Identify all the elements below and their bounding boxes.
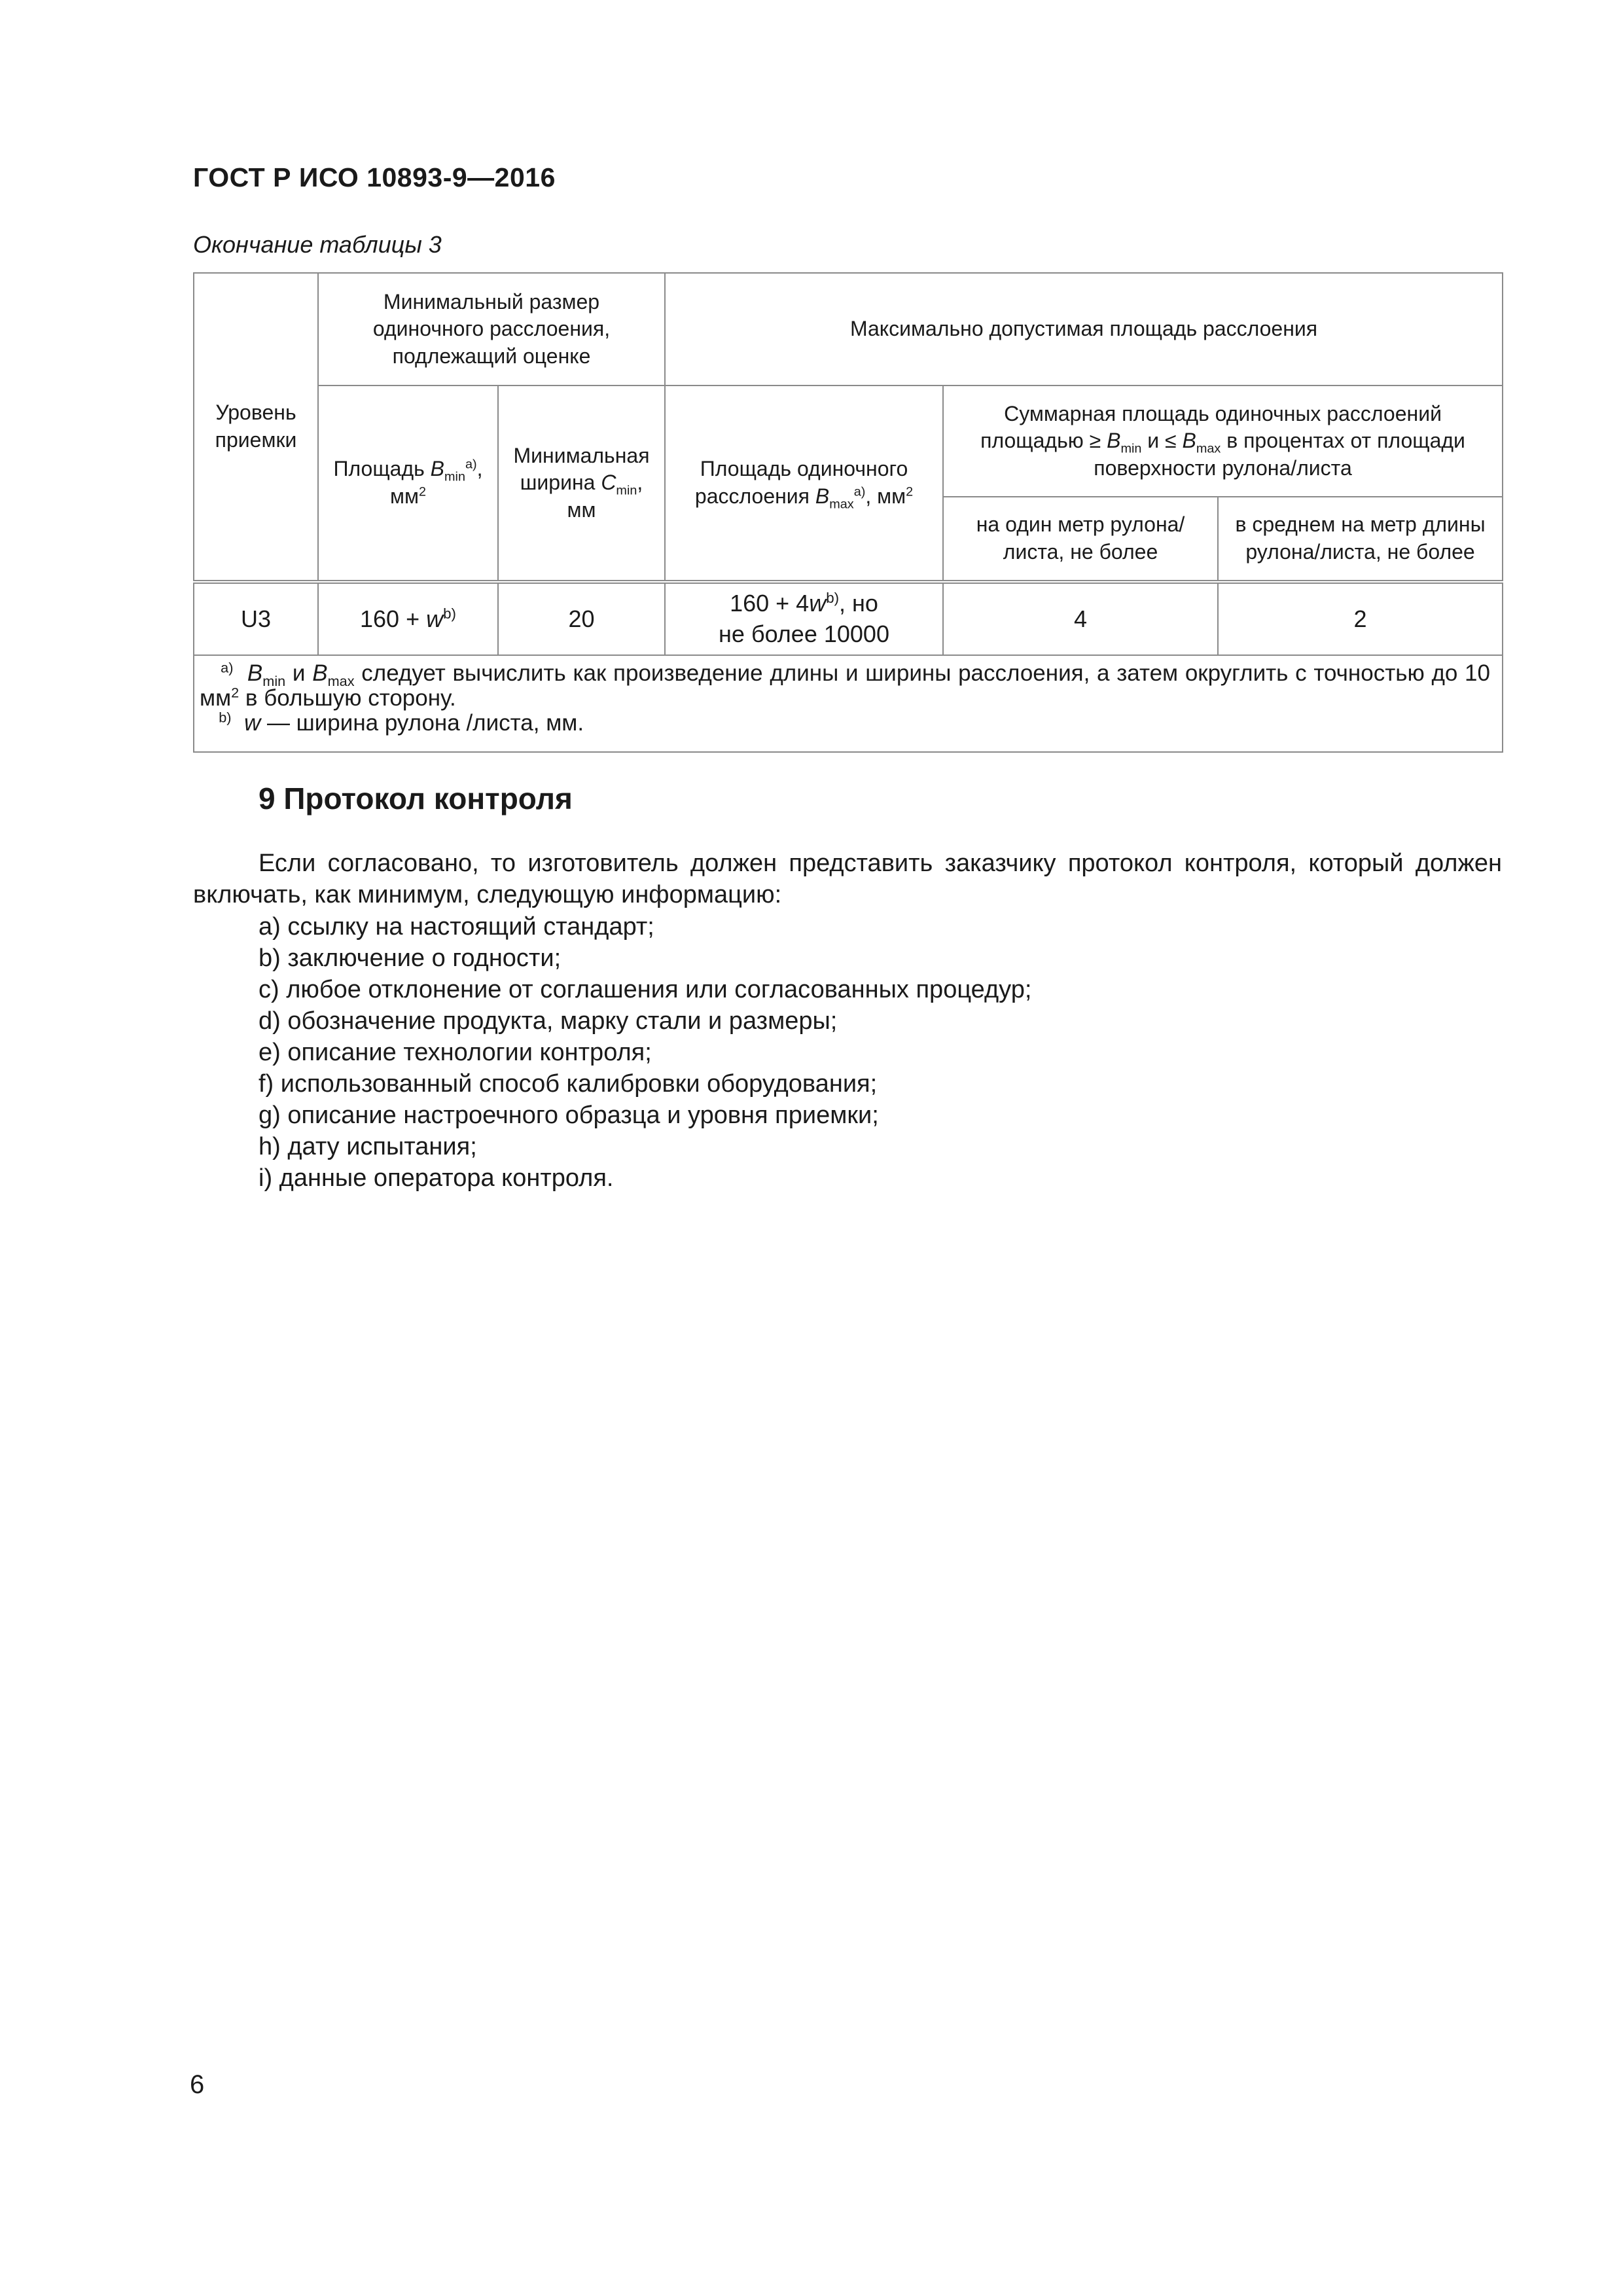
acceptance-table xyxy=(193,272,1503,753)
col-avg-per-meter-header: в среднем на метр длины рулона/листа, не более xyxy=(1218,497,1503,582)
list-item: a) ссылку на настоящий стандарт; xyxy=(259,913,654,941)
document-header: ГОСТ Р ИСО 10893-9—2016 xyxy=(193,162,556,192)
list-item: i) данные оператора контроля. xyxy=(259,1164,614,1192)
footnote-a: $^{a)}$ $B_{min}$ и $B_{max}$ следует вычислить как произведение длины и ширины расслоения, а затем округлить с точностью до 10 $мм^2$ в большую сторону. xyxy=(200,659,1490,711)
cell-per-meter: 4 xyxy=(943,582,1218,655)
footnote-b: $^{b)}$ w — ширина рулона /листа, мм. xyxy=(219,708,584,736)
col-bmin-header: Площадь $B_{min}^{a)}$, $мм^2$ xyxy=(318,386,498,582)
col-cmin-header: Минимальная ширина $C_{min}$, мм xyxy=(498,386,665,582)
cell-avg: 2 xyxy=(1218,582,1503,655)
table-subheader-row xyxy=(194,386,1503,497)
col-per-meter-header: на один метр рулона/листа, не более xyxy=(943,497,1218,582)
list-item: e) описание технологии контроля; xyxy=(259,1039,652,1066)
list-item: b) заключение о годности; xyxy=(259,944,562,972)
col-sum-area-header: Суммарная площадь одиночных расслоений площадью ≥ $B_{min}$ $и \le B_{max}$ в процентах от площади поверхности рулона/листа xyxy=(943,386,1503,497)
list-item: f) использованный способ калибровки оборудования; xyxy=(259,1070,878,1098)
requirements-list xyxy=(259,911,1031,1194)
table-notes-row xyxy=(194,655,1503,752)
table-notes xyxy=(194,655,1503,752)
list-item: c) любое отклонение от соглашения или согласованных процедур; xyxy=(259,976,1032,1003)
table-row xyxy=(194,582,1503,655)
cell-bmax: $160 + 4w^{b)}$, но не более 10000 xyxy=(665,582,943,655)
col-bmax-header: Площадь одиночного расслоения $B_{max}^{a)}$, $мм^2$ xyxy=(665,386,943,582)
cell-cmin: 20 xyxy=(498,582,665,655)
list-item: h) дату испытания; xyxy=(259,1133,477,1160)
list-item: d) обозначение продукта, марку стали и размеры; xyxy=(259,1007,838,1035)
page-number: 6 xyxy=(190,2070,205,2099)
col-level-header: Уровень приемки xyxy=(194,273,318,582)
intro-paragraph: Если согласовано, то изготовитель должен представить заказчику протокол контроля, который должен включать, как минимум, следующую информацию: xyxy=(193,850,1502,908)
cell-level: U3 xyxy=(194,582,318,655)
col-group-min-size: Минимальный размер одиночного расслоения, подлежащий оценке xyxy=(318,273,665,386)
table-caption: Окончание таблицы 3 xyxy=(193,231,442,258)
section-title: 9 Протокол контроля xyxy=(259,781,573,816)
cell-bmin: $160 + w^{b)}$ xyxy=(318,582,498,655)
col-group-max-area: Максимально допустимая площадь расслоения xyxy=(665,273,1503,386)
table-header-row xyxy=(194,273,1503,386)
list-item: g) описание настроечного образца и уровня приемки; xyxy=(259,1102,879,1129)
